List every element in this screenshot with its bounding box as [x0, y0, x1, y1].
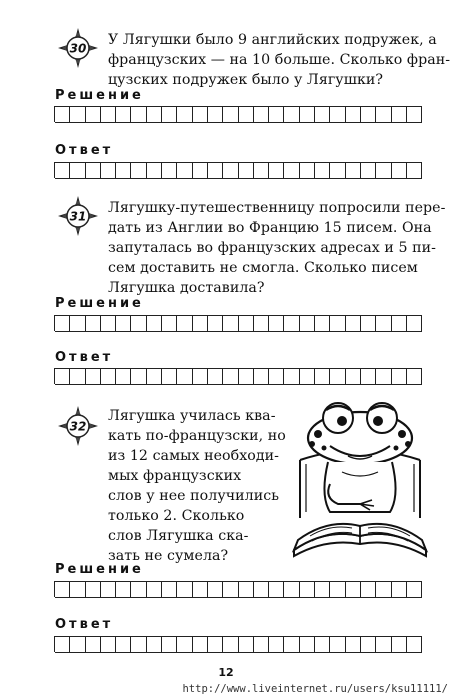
task-text: Лягушку-путешественницу попросили пере- дать из Англии во Францию 15 писем. Она запуталась во французских адресах и 5 пи- сем доставить не смогла. Сколько писем Лягушка доставила? — [108, 200, 446, 296]
grid-cell[interactable] — [330, 581, 345, 598]
grid-cell[interactable] — [330, 315, 345, 332]
grid-cell[interactable] — [315, 315, 330, 332]
grid-cell[interactable] — [177, 581, 192, 598]
grid-cell[interactable] — [254, 581, 269, 598]
grid-cell[interactable] — [346, 162, 361, 179]
grid-cell[interactable] — [376, 368, 391, 385]
grid-cell[interactable] — [392, 106, 407, 123]
grid-cell[interactable] — [177, 162, 192, 179]
grid-cell[interactable] — [239, 636, 254, 653]
grid-cell[interactable] — [376, 315, 391, 332]
grid-cell[interactable] — [147, 368, 162, 385]
grid-cell[interactable] — [86, 636, 101, 653]
solution-label: Решение — [55, 562, 144, 577]
grid-cell[interactable] — [147, 581, 162, 598]
solution-label: Решение — [55, 88, 144, 103]
compass-star-icon — [58, 196, 98, 236]
grid-cell[interactable] — [70, 368, 85, 385]
grid-cell[interactable] — [193, 368, 208, 385]
grid-cell[interactable] — [361, 581, 376, 598]
grid-cell[interactable] — [131, 315, 146, 332]
grid-cell[interactable] — [101, 368, 116, 385]
page-number: 12 — [218, 666, 234, 679]
grid-cell[interactable] — [330, 162, 345, 179]
grid-cell[interactable] — [116, 581, 131, 598]
answer-label: Ответ — [55, 143, 114, 158]
grid-cell[interactable] — [346, 315, 361, 332]
grid-cell[interactable] — [392, 315, 407, 332]
answer-grid[interactable] — [54, 368, 422, 384]
grid-cell[interactable] — [361, 368, 376, 385]
grid-cell[interactable] — [239, 162, 254, 179]
grid-cell[interactable] — [269, 106, 284, 123]
grid-cell[interactable] — [55, 106, 70, 123]
grid-cell[interactable] — [284, 368, 299, 385]
grid-cell[interactable] — [208, 368, 223, 385]
grid-cell[interactable] — [55, 162, 70, 179]
grid-cell[interactable] — [131, 162, 146, 179]
grid-cell[interactable] — [315, 636, 330, 653]
grid-cell[interactable] — [147, 106, 162, 123]
grid-cell[interactable] — [330, 636, 345, 653]
grid-cell[interactable] — [239, 581, 254, 598]
answer-grid[interactable] — [54, 636, 422, 652]
grid-cell[interactable] — [392, 368, 407, 385]
grid-cell[interactable] — [70, 106, 85, 123]
compass-star-icon — [58, 28, 98, 68]
grid-cell[interactable] — [86, 162, 101, 179]
grid-cell[interactable] — [254, 636, 269, 653]
grid-cell[interactable] — [116, 636, 131, 653]
grid-cell[interactable] — [101, 162, 116, 179]
grid-cell[interactable] — [284, 162, 299, 179]
solution-grid[interactable] — [54, 106, 422, 122]
grid-cell[interactable] — [361, 315, 376, 332]
grid-cell[interactable] — [193, 315, 208, 332]
grid-cell[interactable] — [86, 581, 101, 598]
grid-cell[interactable] — [131, 368, 146, 385]
grid-cell[interactable] — [162, 106, 177, 123]
grid-cell[interactable] — [193, 106, 208, 123]
grid-cell[interactable] — [223, 368, 238, 385]
grid-cell[interactable] — [284, 636, 299, 653]
grid-cell[interactable] — [147, 636, 162, 653]
grid-cell[interactable] — [315, 581, 330, 598]
task-text: У Лягушки было 9 английских подружек, а французских — на 10 больше. Сколько фран- цузских подружек было у Лягушки? — [108, 32, 451, 88]
grid-cell[interactable] — [315, 368, 330, 385]
grid-cell[interactable] — [392, 581, 407, 598]
grid-cell[interactable] — [177, 315, 192, 332]
grid-cell[interactable] — [70, 636, 85, 653]
grid-cell[interactable] — [147, 315, 162, 332]
grid-cell[interactable] — [346, 636, 361, 653]
solution-grid[interactable] — [54, 581, 422, 597]
grid-cell[interactable] — [116, 106, 131, 123]
grid-cell[interactable] — [162, 636, 177, 653]
grid-cell[interactable] — [346, 106, 361, 123]
grid-cell[interactable] — [70, 162, 85, 179]
answer-label: Ответ — [55, 350, 114, 365]
task-text: Лягушка училась ква- кать по-французски, но из 12 самых необходи- мых французских слов у нее получились только 2. Сколько слов Лягушка ска- зать не сумела? — [108, 408, 286, 564]
grid-cell[interactable] — [101, 315, 116, 332]
grid-cell[interactable] — [223, 106, 238, 123]
compass-star-icon — [58, 406, 98, 446]
grid-cell[interactable] — [269, 368, 284, 385]
grid-cell[interactable] — [269, 315, 284, 332]
grid-cell[interactable] — [239, 106, 254, 123]
task-number-badge — [58, 28, 98, 68]
grid-cell[interactable] — [346, 581, 361, 598]
grid-cell[interactable] — [407, 162, 422, 179]
grid-cell[interactable] — [86, 368, 101, 385]
grid-cell[interactable] — [300, 636, 315, 653]
grid-cell[interactable] — [101, 581, 116, 598]
grid-cell[interactable] — [254, 106, 269, 123]
task-number: 31 — [69, 209, 87, 224]
grid-cell[interactable] — [254, 368, 269, 385]
answer-label: Ответ — [55, 617, 114, 632]
grid-cell[interactable] — [269, 581, 284, 598]
grid-cell[interactable] — [193, 581, 208, 598]
grid-cell[interactable] — [269, 162, 284, 179]
solution-grid[interactable] — [54, 315, 422, 331]
frog-reading-book-illustration — [290, 400, 430, 560]
grid-cell[interactable] — [70, 581, 85, 598]
grid-cell[interactable] — [239, 315, 254, 332]
grid-cell[interactable] — [315, 162, 330, 179]
grid-cell[interactable] — [208, 315, 223, 332]
grid-cell[interactable] — [162, 368, 177, 385]
grid-cell[interactable] — [193, 162, 208, 179]
grid-cell[interactable] — [208, 106, 223, 123]
grid-cell[interactable] — [361, 162, 376, 179]
task-number-badge — [58, 406, 98, 446]
grid-cell[interactable] — [407, 581, 422, 598]
grid-cell[interactable] — [223, 162, 238, 179]
grid-cell[interactable] — [361, 636, 376, 653]
grid-cell[interactable] — [269, 636, 284, 653]
task-number-badge — [58, 196, 98, 236]
grid-cell[interactable] — [70, 315, 85, 332]
answer-grid[interactable] — [54, 162, 422, 178]
grid-cell[interactable] — [330, 368, 345, 385]
grid-cell[interactable] — [284, 581, 299, 598]
task-number: 30 — [69, 41, 87, 56]
grid-cell[interactable] — [55, 581, 70, 598]
grid-cell[interactable] — [55, 315, 70, 332]
grid-cell[interactable] — [254, 315, 269, 332]
grid-cell[interactable] — [131, 581, 146, 598]
grid-cell[interactable] — [392, 162, 407, 179]
grid-cell[interactable] — [376, 162, 391, 179]
grid-cell[interactable] — [162, 581, 177, 598]
grid-cell[interactable] — [315, 106, 330, 123]
grid-cell[interactable] — [407, 368, 422, 385]
grid-cell[interactable] — [407, 106, 422, 123]
grid-cell[interactable] — [208, 636, 223, 653]
grid-cell[interactable] — [177, 368, 192, 385]
grid-cell[interactable] — [101, 636, 116, 653]
grid-cell[interactable] — [407, 636, 422, 653]
watermark-url: http://www.liveinternet.ru/users/ksu11111/ — [182, 683, 448, 695]
grid-cell[interactable] — [55, 636, 70, 653]
grid-cell[interactable] — [392, 636, 407, 653]
grid-cell[interactable] — [300, 368, 315, 385]
grid-cell[interactable] — [254, 162, 269, 179]
grid-cell[interactable] — [407, 315, 422, 332]
grid-cell[interactable] — [223, 581, 238, 598]
grid-cell[interactable] — [284, 315, 299, 332]
grid-cell[interactable] — [208, 162, 223, 179]
grid-cell[interactable] — [361, 106, 376, 123]
grid-cell[interactable] — [86, 315, 101, 332]
grid-cell[interactable] — [300, 162, 315, 179]
grid-cell[interactable] — [116, 315, 131, 332]
task-number: 32 — [69, 419, 87, 434]
grid-cell[interactable] — [223, 315, 238, 332]
grid-cell[interactable] — [193, 636, 208, 653]
grid-cell[interactable] — [346, 368, 361, 385]
grid-cell[interactable] — [131, 636, 146, 653]
grid-cell[interactable] — [101, 106, 116, 123]
grid-cell[interactable] — [116, 368, 131, 385]
grid-cell[interactable] — [162, 315, 177, 332]
grid-cell[interactable] — [177, 636, 192, 653]
grid-cell[interactable] — [239, 368, 254, 385]
grid-cell[interactable] — [284, 106, 299, 123]
grid-cell[interactable] — [86, 106, 101, 123]
grid-cell[interactable] — [376, 106, 391, 123]
grid-cell[interactable] — [376, 581, 391, 598]
grid-cell[interactable] — [131, 106, 146, 123]
grid-cell[interactable] — [55, 368, 70, 385]
grid-cell[interactable] — [162, 162, 177, 179]
grid-cell[interactable] — [300, 581, 315, 598]
grid-cell[interactable] — [177, 106, 192, 123]
solution-label: Решение — [55, 296, 144, 311]
grid-cell[interactable] — [147, 162, 162, 179]
grid-cell[interactable] — [300, 106, 315, 123]
grid-cell[interactable] — [376, 636, 391, 653]
grid-cell[interactable] — [208, 581, 223, 598]
grid-cell[interactable] — [116, 162, 131, 179]
grid-cell[interactable] — [300, 315, 315, 332]
grid-cell[interactable] — [223, 636, 238, 653]
grid-cell[interactable] — [330, 106, 345, 123]
